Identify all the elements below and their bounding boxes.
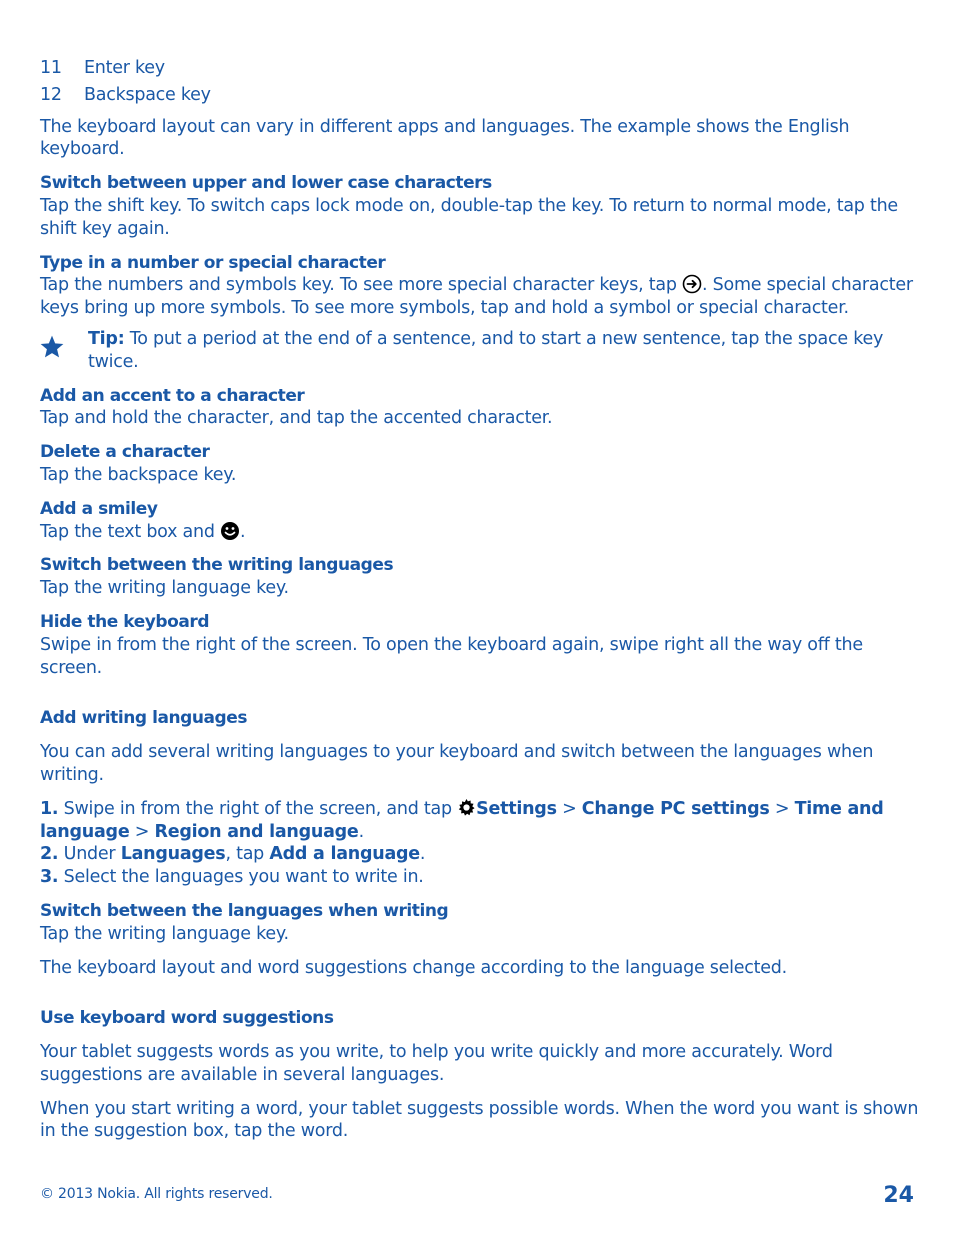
intro-paragraph: The keyboard layout can vary in different apps and languages. The example shows the English keyboard.: [40, 116, 850, 160]
region-language-link: Region and language: [154, 821, 359, 842]
gear-icon: [457, 798, 476, 817]
section-body-switch-when-writing: Tap the writing language key.: [40, 923, 289, 944]
section-heading-smiley: Add a smiley: [40, 498, 158, 519]
settings-link: Settings: [476, 798, 557, 819]
list-item-number: 11: [40, 58, 62, 78]
arrow-circle-icon: [682, 274, 702, 294]
time-language-link: Time and language: [40, 798, 884, 842]
list-item: [40, 57, 920, 80]
section-heading-add-languages: Add writing languages: [40, 708, 247, 729]
tip-label: Tip:: [88, 328, 125, 349]
tip-text: To put a period at the end of a sentence, and to start a new sentence, tap the space key twice.: [88, 328, 884, 372]
list-item-label: Backspace key: [84, 84, 211, 105]
list-item: [40, 84, 920, 107]
section-body-smiley: Tap the text box and .: [40, 521, 246, 542]
section-heading-delete: Delete a character: [40, 442, 210, 463]
section-heading-accent: Add an accent to a character: [40, 385, 305, 406]
section-body-delete: Tap the backspace key.: [40, 464, 237, 485]
document-page: [40, 57, 920, 1143]
section-body-number-special: Tap the numbers and symbols key. To see more special character keys, tap . Some special character keys bring up more symbols. To see more symbols, tap and hold a symbol or special character.: [40, 275, 913, 319]
section-heading-switch-languages: Switch between the writing languages: [40, 555, 394, 576]
section-heading-hide-keyboard: Hide the keyboard: [40, 611, 210, 632]
add-languages-intro: You can add several writing languages to your keyboard and switch between the languages when writing.: [40, 742, 874, 785]
list-item-label: Enter key: [84, 58, 165, 78]
language-note: The keyboard layout and word suggestions change according to the language selected.: [40, 957, 787, 978]
section-body-switch-languages: Tap the writing language key.: [40, 578, 289, 599]
section-heading-upper-lower: Switch between upper and lower case characters: [40, 173, 492, 194]
suggestions-paragraph-2: When you start writing a word, your tablet suggests possible words. When the word you want is shown in the suggestion box, tap the word.: [40, 1098, 919, 1142]
step-3: 3. Select the languages you want to write in.: [40, 867, 424, 888]
change-pc-settings-link: Change PC settings: [581, 798, 770, 819]
list-item-number: 12: [40, 84, 62, 105]
section-heading-word-suggestions: Use keyboard word suggestions: [40, 1008, 334, 1029]
smiley-icon: [220, 521, 240, 541]
section-heading-switch-when-writing: Switch between the languages when writing: [40, 900, 449, 921]
section-body-upper-lower: Tap the shift key. To switch caps lock mode on, double-tap the key. To return to normal mode, tap the shift key again.: [40, 195, 898, 239]
footer-copyright: © 2013 Nokia. All rights reserved.: [40, 1186, 273, 1202]
section-heading-number-special: Type in a number or special character: [40, 252, 386, 273]
step-2: 2. Under Languages, tap Add a language.: [40, 844, 426, 865]
tip-box: [40, 328, 920, 374]
star-icon: [39, 334, 65, 360]
section-body-hide-keyboard: Swipe in from the right of the screen. To open the keyboard again, swipe right all the way off the screen.: [40, 634, 863, 678]
step-1: 1. Swipe in from the right of the screen, and tap Settings > Change PC settings > Time and language > Region and language.: [40, 798, 884, 842]
page-number: 24: [883, 1183, 914, 1208]
section-body-accent: Tap and hold the character, and tap the accented character.: [40, 408, 553, 429]
suggestions-paragraph-1: Your tablet suggests words as you write, to help you write quickly and more accurately. Word suggestions are available in several languages.: [40, 1042, 833, 1085]
